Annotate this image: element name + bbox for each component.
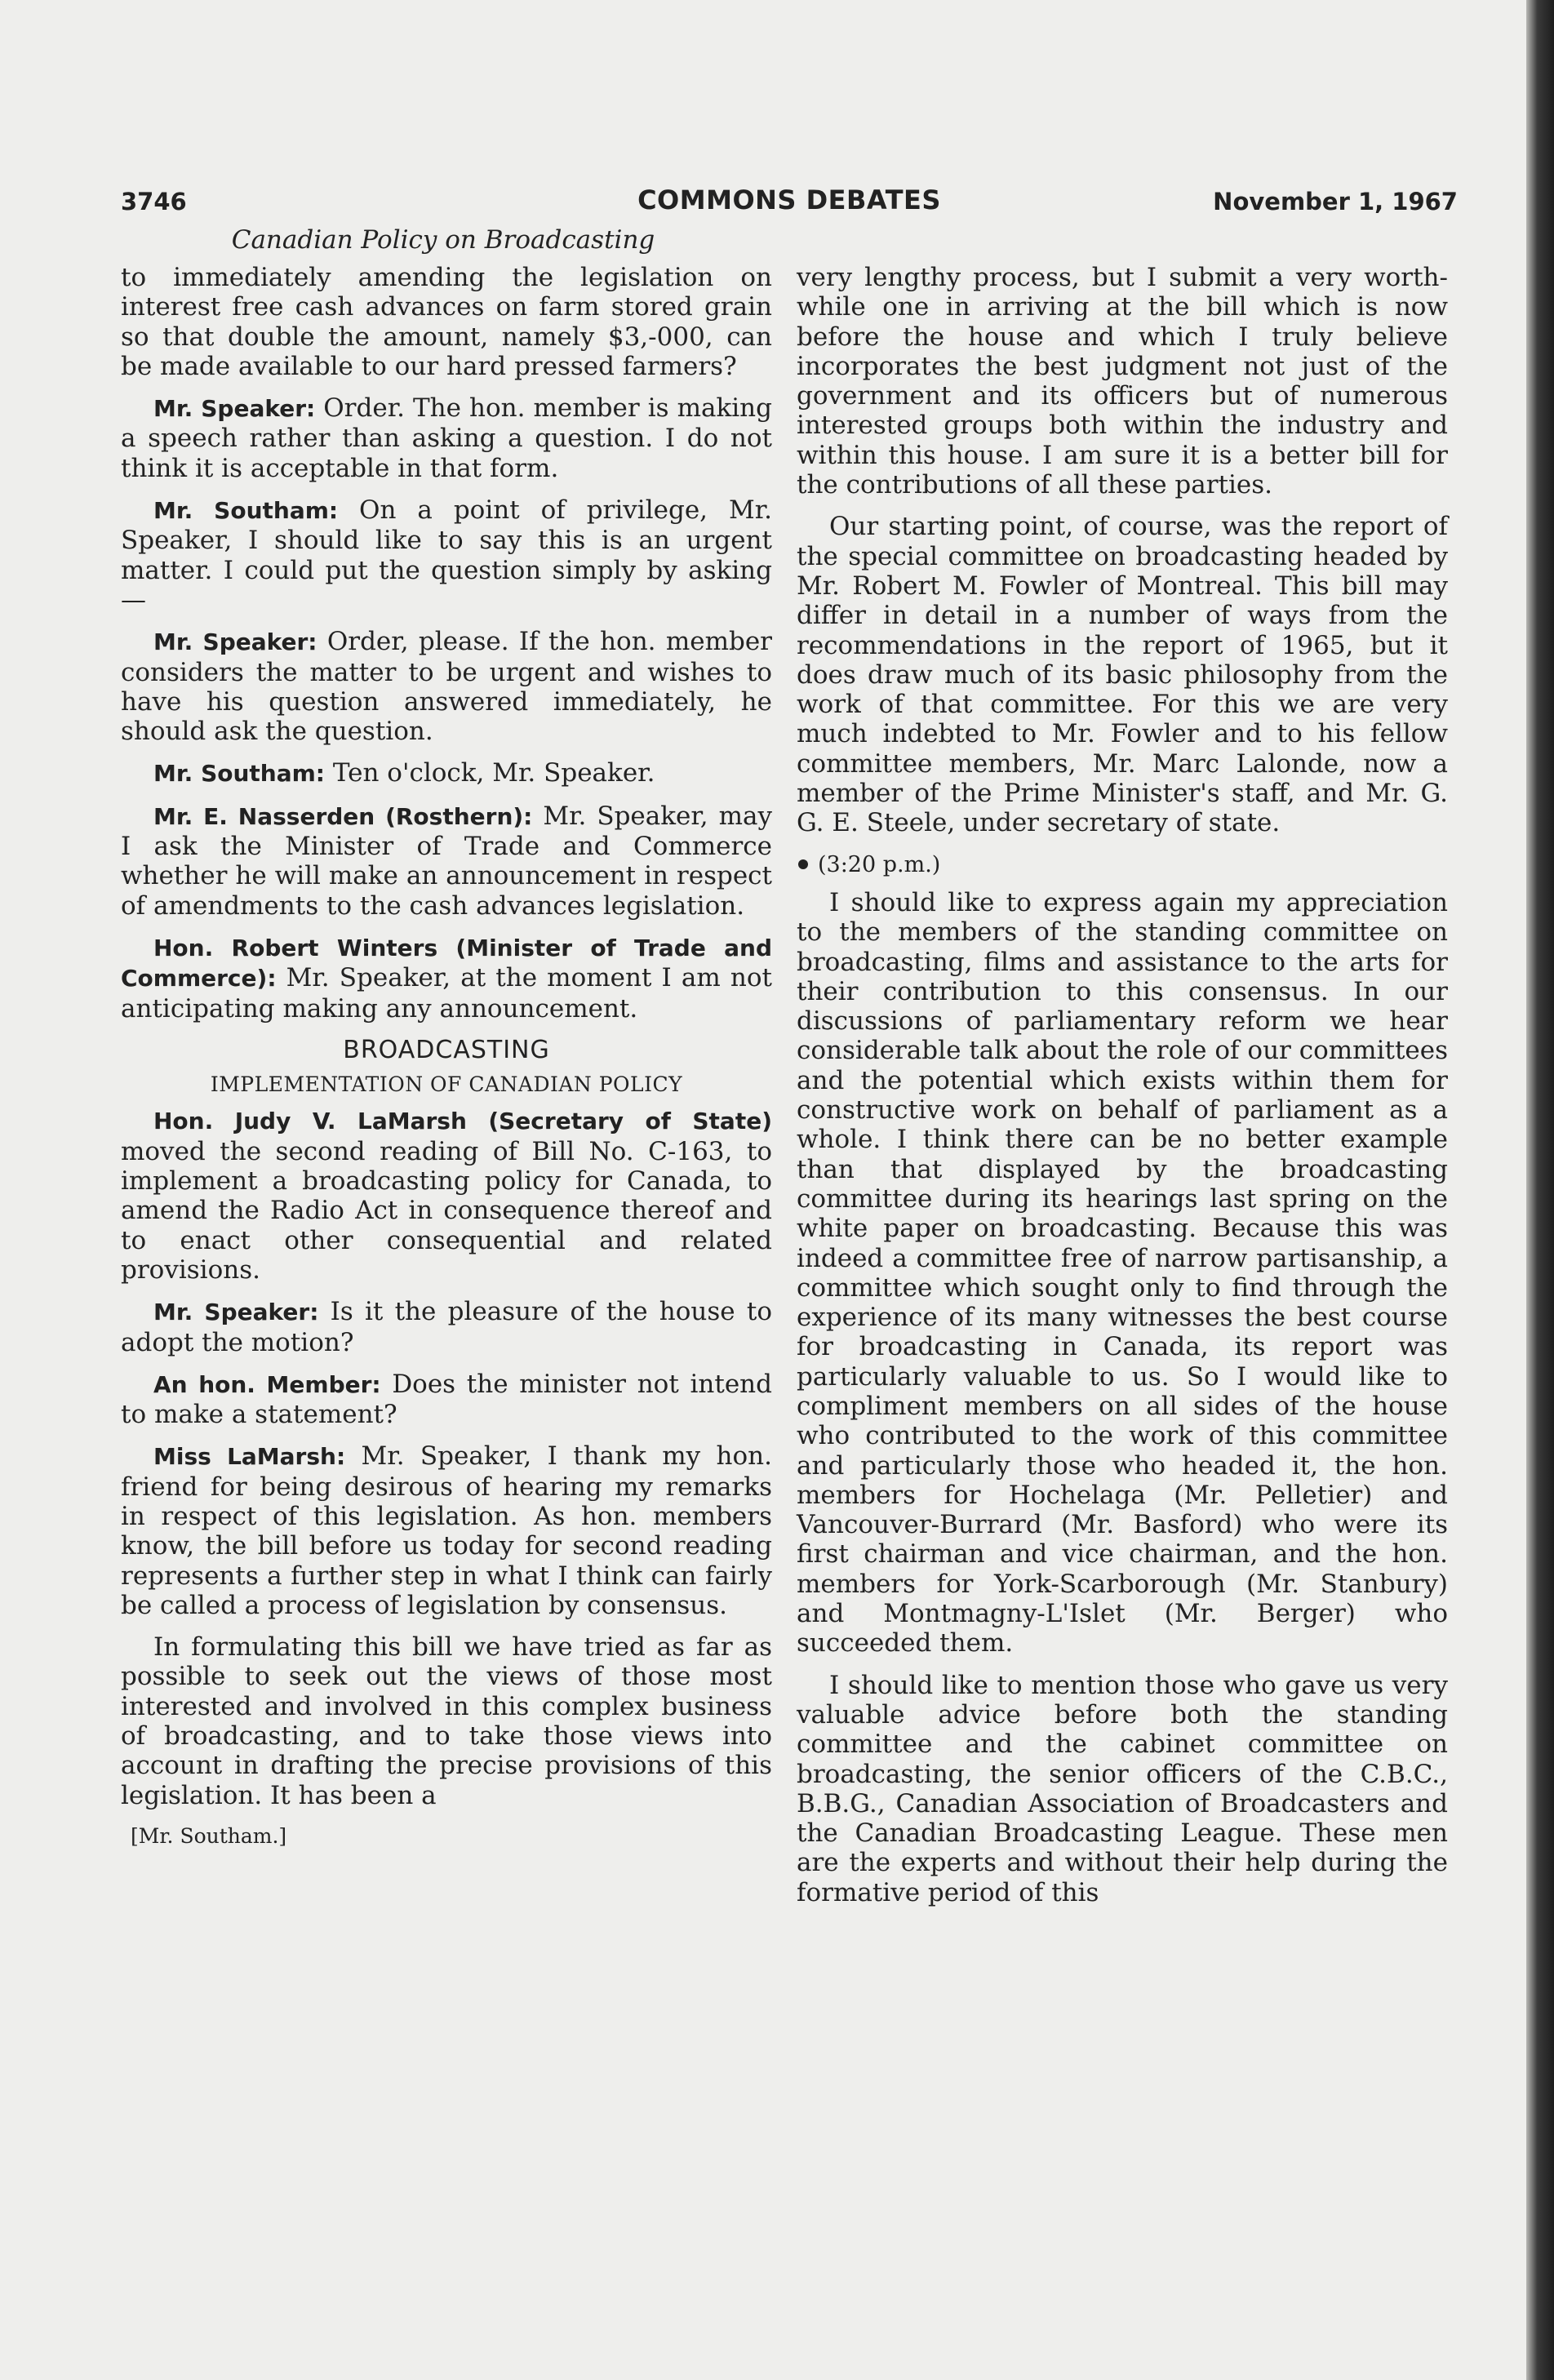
right-column <box>797 263 1448 1920</box>
page-header <box>121 184 1458 220</box>
speech: Hon. Robert Winters (Minister of Trade and Commerce): Mr. Speaker, at the moment I am not anticipating making any announcement. <box>121 934 772 1023</box>
speaker-name: Mr. Speaker: <box>153 628 317 656</box>
left-column <box>121 263 772 1823</box>
speaker-name: Hon. Judy V. LaMarsh (Secretary of State) <box>153 1108 772 1135</box>
speech: Mr. Speaker: Order. The hon. member is making a speech rather than asking a question. I do not think it is acceptable in that form. <box>121 393 772 483</box>
timestamp: (3:20 p.m.) <box>797 850 1448 880</box>
speech: Mr. Speaker: Order, please. If the hon. member considers the matter to be urgent and wishes to have his question answered immediately, he should ask the question. <box>121 627 772 747</box>
speaker-name: Mr. Southam: <box>153 760 325 788</box>
page-number: 3746 <box>121 188 187 215</box>
speech: Hon. Judy V. LaMarsh (Secretary of State) moved the second reading of Bill No. C-163, to implement a broadcasting policy for Canada, to amend the Radio Act in consequence thereof and to enact other consequential and related provisions. <box>121 1108 772 1285</box>
speaker-name: Mr. E. Nasserden (Rosthern): <box>153 802 533 830</box>
paragraph: very lengthy process, but I submit a very worth-while one in arriving at the bill which is now before the house and which I truly believe incorporates the best judgment not just of the government and its officers but of numerous interested groups both within the industry and within this house. I am sure it is a better bill for the contributions of all these parties. <box>797 263 1448 500</box>
speaker-name: Mr. Speaker: <box>153 395 316 423</box>
footnote: [Mr. Southam.] <box>131 1824 287 1848</box>
speaker-name: Miss LaMarsh: <box>153 1443 346 1471</box>
scan-edge <box>1526 0 1554 2380</box>
paragraph: to immediately amending the legislation on interest free cash advances on farm stored grain so that double the amount, namely $3,-000, can be made available to our hard pressed farmers? <box>121 263 772 381</box>
bullet-icon <box>798 859 808 869</box>
paragraph: I should like to mention those who gave us very valuable advice before both the standing committee and the cabinet committee on broadcasting, the senior officers of the C.B.C., B.B.G., Canadian Association of Broadcasters and the Canadian Broadcasting League. These men are the experts and without their help during the formative period of this <box>797 1670 1448 1907</box>
speech: Mr. Speaker: Is it the pleasure of the house to adopt the motion? <box>121 1297 772 1357</box>
section-subheading: IMPLEMENTATION OF CANADIAN POLICY <box>210 1072 683 1097</box>
speech: An hon. Member: Does the minister not intend to make a statement? <box>121 1369 772 1430</box>
speaker-name: Mr. Southam: <box>153 497 339 525</box>
speaker-name: Mr. Speaker: <box>153 1299 319 1326</box>
speech: Miss LaMarsh: Mr. Speaker, I thank my hon. friend for being desirous of hearing my remarks in respect of this legislation. As hon. members know, the bill before us today for second reading represents a further step in what I think can fairly be called a process of legislation by consensus. <box>121 1441 773 1620</box>
paragraph: Our starting point, of course, was the report of the special committee on broadcasting headed by Mr. Robert M. Fowler of Montreal. This bill may differ in detail in a number of ways from the recommendations in the report of 1965, but it does draw much of its basic philosophy from the work of that committee. For this we are very much indebted to Mr. Fowler and to his fellow committee members, Mr. Marc Lalonde, now a member of the Prime Minister's staff, and Mr. G. G. E. Steele, under secretary of state. <box>797 512 1448 838</box>
section-subtitle: Canadian Policy on Broadcasting <box>231 225 655 255</box>
speech: Mr. Southam: On a point of privilege, Mr. Speaker, I should like to say this is an urgent matter. I could put the question simply by asking— <box>121 495 772 615</box>
paragraph: I should like to express again my appreciation to the members of the standing committee on broadcasting, films and assistance to the arts for their contribution to this consensus. In our discussions of parliamentary reform we hear considerable talk about the role of our committees and the potential which exists within them for constructive work on behalf of parliament as a whole. I think there can be no better example than that displayed by the broadcasting committee during its hearings last spring on the white paper on broadcasting. Because this was indeed a committee free of narrow partisanship, a committee which sought only to find through the experience of its many witnesses the best course for broadcasting in Canada, its report was particularly valuable to us. So I would like to compliment members on all sides of the house who contributed to the work of this committee and particularly those who headed it, the hon. members for Hochelaga (Mr. Pelletier) and Vancouver-Burrard (Mr. Basford) who were its first chairman and vice chairman, and the hon. members for York-Scarborough (Mr. Stanbury) and Montmagny-L'Islet (Mr. Berger) who succeeded them. <box>797 887 1448 1658</box>
speech: Mr. Southam: Ten o'clock, Mr. Speaker. <box>153 758 655 788</box>
speaker-name: Hon. Robert Winters (Minister of Trade and Commerce): <box>121 934 772 992</box>
speaker-name: An hon. Member: <box>153 1370 381 1398</box>
page-date: November 1, 1967 <box>1213 188 1458 215</box>
paragraph: In formulating this bill we have tried as far as possible to seek out the views of those most interested and involved in this complex business of broadcasting, and to take those views into account in drafting the precise provisions of this legislation. It has been a <box>121 1632 772 1810</box>
speech: Mr. E. Nasserden (Rosthern): Mr. Speaker, may I ask the Minister of Trade and Commerce whether he will make an announcement in respect of amendments to the cash advances legislation. <box>121 801 772 921</box>
publication-title: COMMONS DEBATES <box>637 184 941 215</box>
section-heading: BROADCASTING <box>343 1035 550 1064</box>
